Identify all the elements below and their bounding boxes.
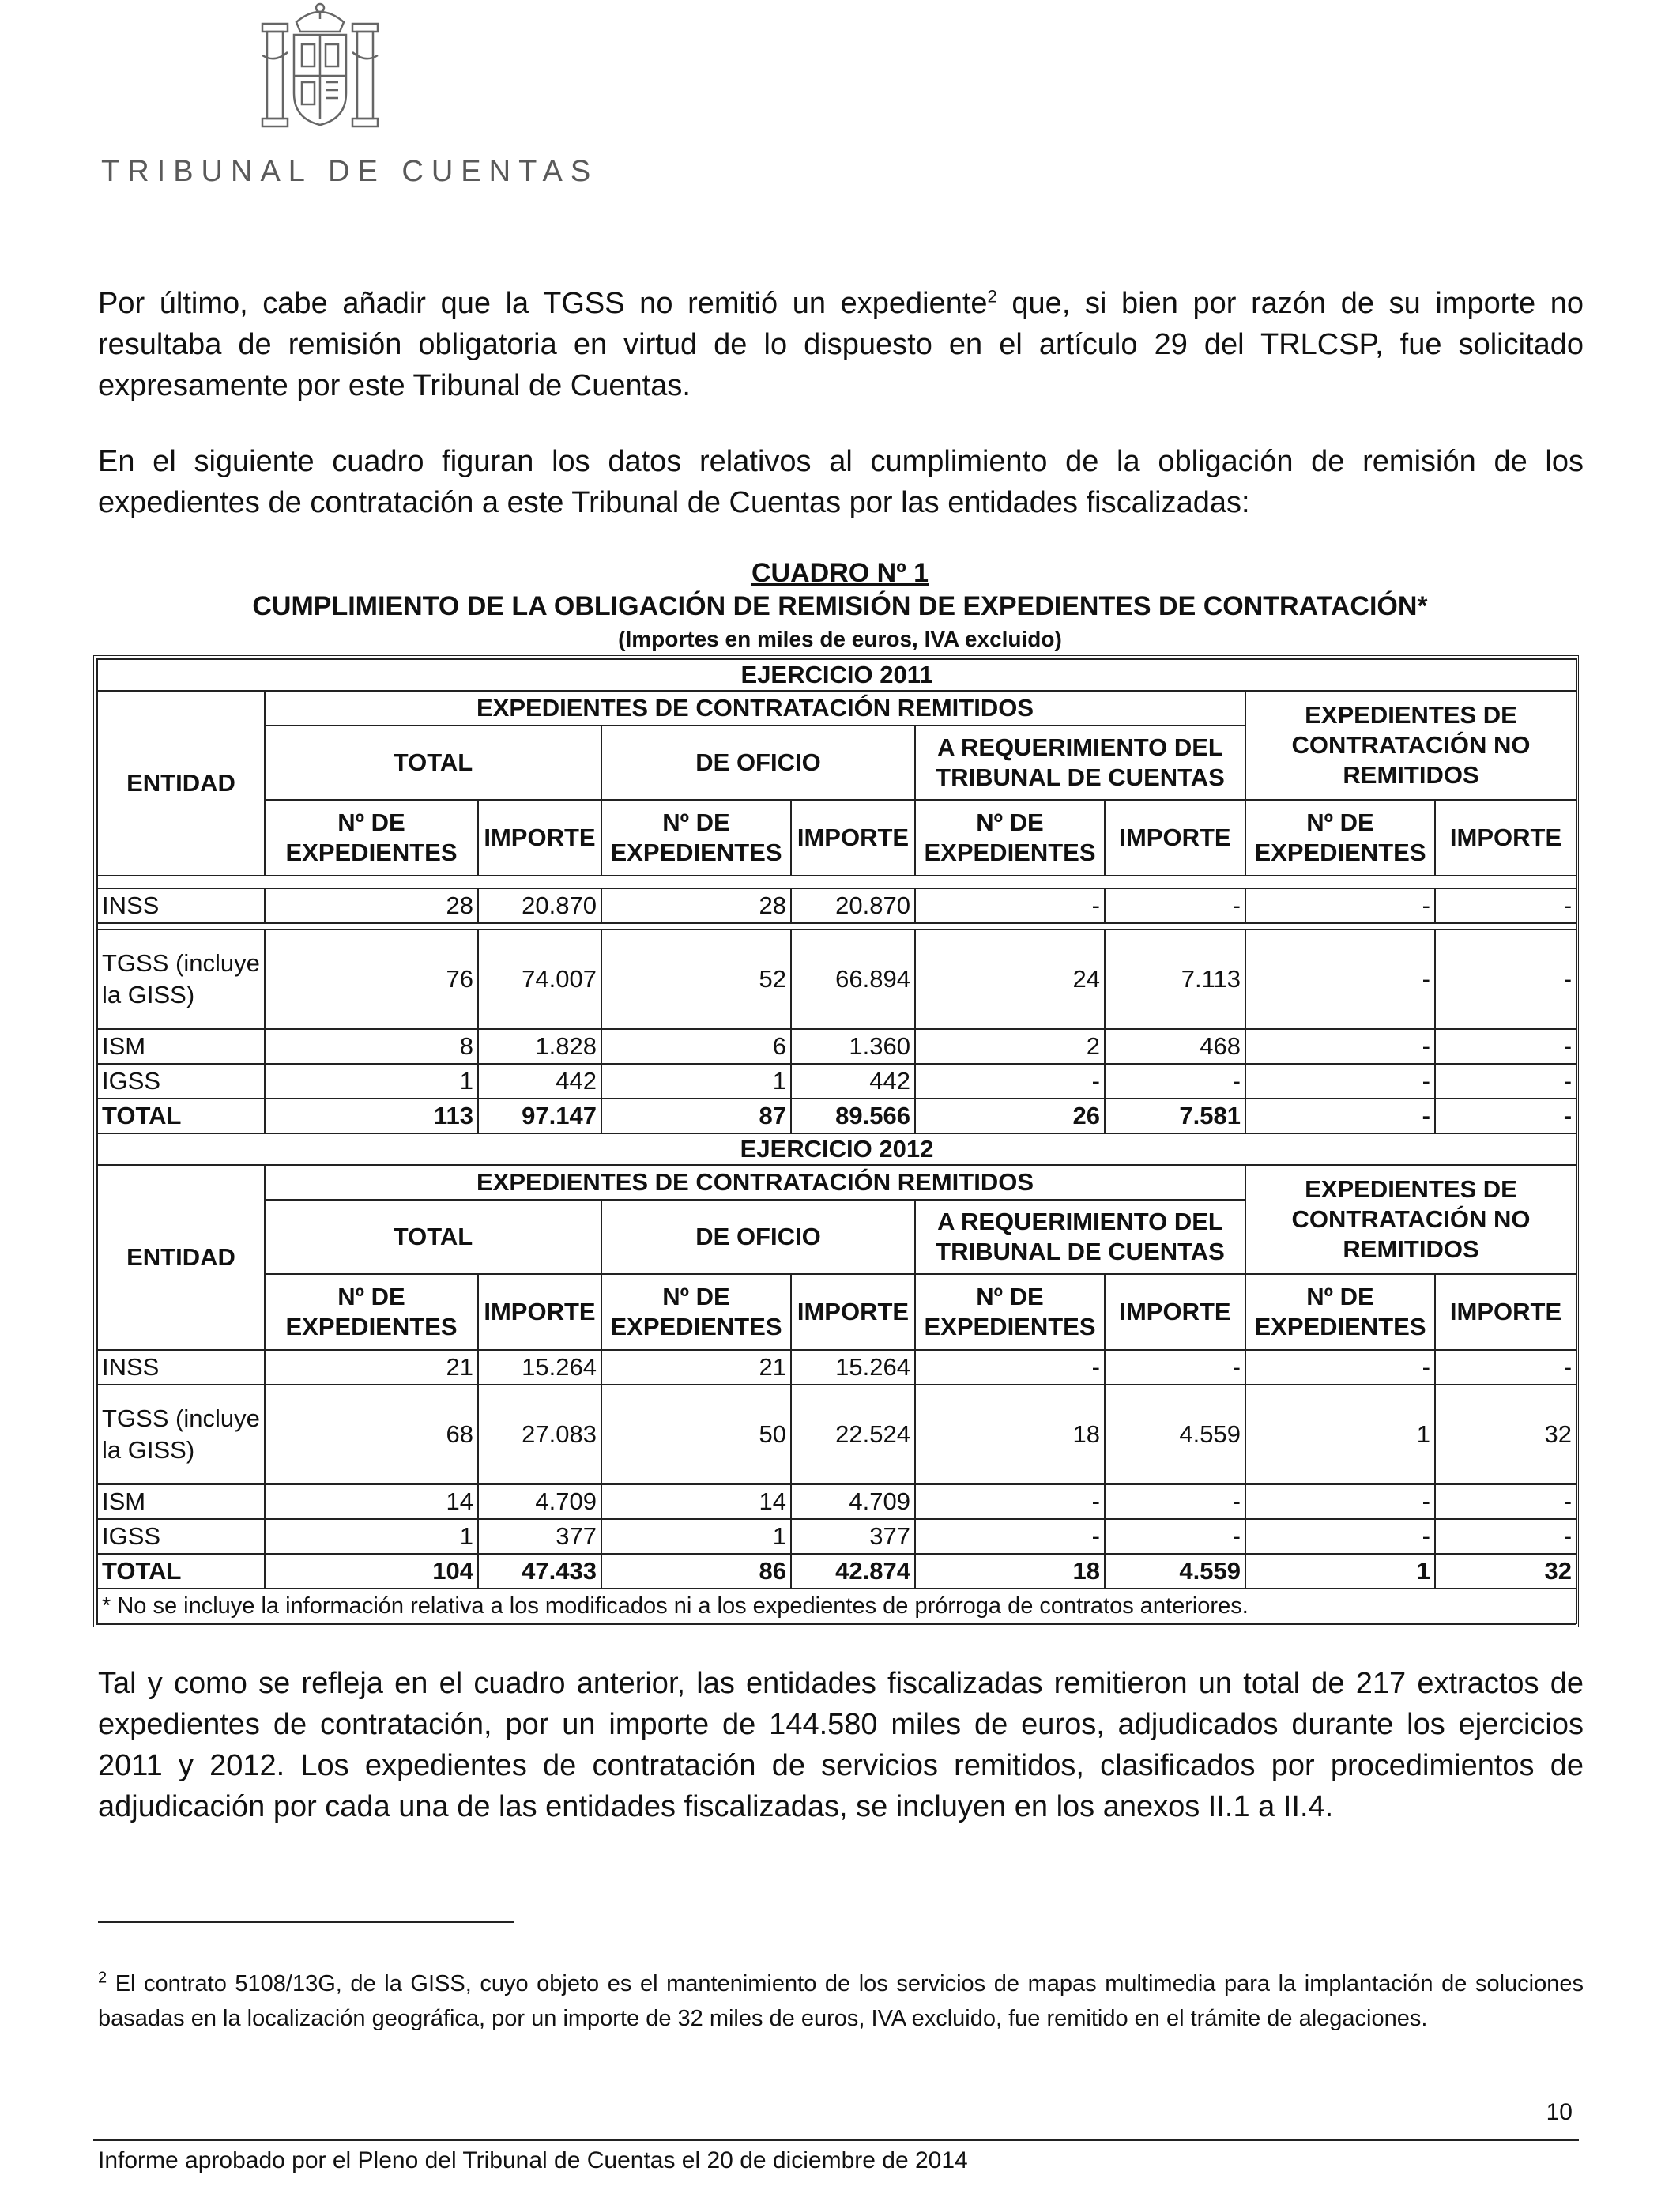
ex-officio-header: DE OFICIO: [601, 726, 915, 800]
table-row: [97, 1385, 1576, 1484]
total-row: [97, 1099, 1576, 1133]
value-cell: -: [1435, 1029, 1576, 1064]
value-cell: 18: [915, 1385, 1105, 1484]
footnote-marker: 2: [98, 1969, 107, 1987]
value-cell: 1: [601, 1064, 791, 1099]
value-cell: -: [915, 1350, 1105, 1385]
total-cell: 18: [915, 1554, 1105, 1589]
count-header: Nº DE EXPEDIENTES: [265, 1274, 478, 1350]
value-cell: 2: [915, 1029, 1105, 1064]
value-cell: 8: [265, 1029, 478, 1064]
value-cell: 20.870: [478, 888, 601, 923]
total-cell: 113: [265, 1099, 478, 1133]
value-cell: 377: [791, 1519, 915, 1554]
value-cell: -: [1435, 1350, 1576, 1385]
value-cell: 52: [601, 929, 791, 1029]
amount-header: IMPORTE: [1435, 800, 1576, 876]
value-cell: 22.524: [791, 1385, 915, 1484]
total-cell: 86: [601, 1554, 791, 1589]
count-header: Nº DE EXPEDIENTES: [601, 1274, 791, 1350]
total-cell: -: [1435, 1099, 1576, 1133]
entity-cell: INSS: [97, 888, 265, 923]
total-row: [97, 1554, 1576, 1589]
count-header: Nº DE EXPEDIENTES: [1245, 800, 1435, 876]
total-cell: 104: [265, 1554, 478, 1589]
page-number: 10: [1546, 2099, 1573, 2125]
organization-name: TRIBUNAL DE CUENTAS: [101, 155, 599, 188]
value-cell: -: [1245, 929, 1435, 1029]
value-cell: -: [1105, 1064, 1245, 1099]
value-cell: -: [1435, 1064, 1576, 1099]
value-cell: 14: [265, 1484, 478, 1519]
value-cell: 1.828: [478, 1029, 601, 1064]
value-cell: -: [1245, 1064, 1435, 1099]
value-cell: -: [1435, 1519, 1576, 1554]
value-cell: -: [1245, 1484, 1435, 1519]
paragraph-intro: Por último, cabe añadir que la TGSS no remitió un expediente$^2$ que, si bien por razón de su importe no resultaba de remisión obligatoria en virtud de lo dispuesto en el artículo 29 del TRLCSP, fue solicitado expresamente por este Tribunal de Cuentas.: [98, 286, 1584, 402]
total-cell: 97.147: [478, 1099, 601, 1133]
table-note: * No se incluye la información relativa a los modificados ni a los expedientes de prórroga de contratos anteriores.: [97, 1589, 1576, 1623]
value-cell: 76: [265, 929, 478, 1029]
entity-cell: IGSS: [97, 1519, 265, 1554]
amount-header: IMPORTE: [478, 800, 601, 876]
value-cell: -: [1105, 1519, 1245, 1554]
compliance-table: [93, 655, 1579, 1627]
total-cell: 32: [1435, 1554, 1576, 1589]
total-label: TOTAL: [97, 1099, 265, 1133]
on-request-header: A REQUERIMIENTO DEL TRIBUNAL DE CUENTAS: [915, 1200, 1245, 1274]
total-cell: 42.874: [791, 1554, 915, 1589]
total-header: TOTAL: [265, 1200, 601, 1274]
value-cell: 15.264: [478, 1350, 601, 1385]
total-cell: -: [1245, 1099, 1435, 1133]
table-units: (Importes en miles de euros, IVA excluido): [618, 627, 1062, 651]
coat-of-arms-icon: [253, 0, 387, 138]
year-header-row: [97, 659, 1576, 691]
remitted-header: EXPEDIENTES DE CONTRATACIÓN REMITIDOS: [265, 1165, 1245, 1200]
value-cell: 442: [478, 1064, 601, 1099]
footer-text: Informe aprobado por el Pleno del Tribunal de Cuentas el 20 de diciembre de 2014: [98, 2147, 968, 2173]
value-cell: 21: [265, 1350, 478, 1385]
footnote-ref[interactable]: 2: [987, 286, 997, 307]
on-request-header: A REQUERIMIENTO DEL TRIBUNAL DE CUENTAS: [915, 726, 1245, 800]
total-cell: 1: [1245, 1554, 1435, 1589]
entity-cell: TGSS (incluye la GISS): [97, 1385, 265, 1484]
table-row: [97, 929, 1576, 1029]
value-cell: 377: [478, 1519, 601, 1554]
value-cell: 68: [265, 1385, 478, 1484]
value-cell: 21: [601, 1350, 791, 1385]
total-cell: 47.433: [478, 1554, 601, 1589]
remitted-header: EXPEDIENTES DE CONTRATACIÓN REMITIDOS: [265, 691, 1245, 726]
value-cell: -: [915, 1064, 1105, 1099]
count-header: Nº DE EXPEDIENTES: [915, 1274, 1105, 1350]
value-cell: 50: [601, 1385, 791, 1484]
entity-header: ENTIDAD: [97, 1165, 265, 1350]
not-remitted-header: EXPEDIENTES DE CONTRATACIÓN NO REMITIDOS: [1245, 1165, 1576, 1274]
amount-header: IMPORTE: [1435, 1274, 1576, 1350]
not-remitted-header: EXPEDIENTES DE CONTRATACIÓN NO REMITIDOS: [1245, 691, 1576, 800]
value-cell: -: [915, 1519, 1105, 1554]
total-header: TOTAL: [265, 726, 601, 800]
value-cell: 32: [1435, 1385, 1576, 1484]
paragraph-summary: Tal y como se refleja en el cuadro anterior, las entidades fiscalizadas remitieron un total de 217 extractos de expedientes de contratación, por un importe de 144.580 miles de euros, adjudicados durante los ejercicios 2011 y 2012. Los expedientes de contratación de servicios remitidos, clasificados por procedimientos de adjudicación por cada una de las entidades fiscalizadas, se incluyen en los anexos II.1 a II.4.: [98, 1667, 1584, 1823]
value-cell: 1: [265, 1519, 478, 1554]
value-cell: 1: [601, 1519, 791, 1554]
value-cell: -: [1435, 929, 1576, 1029]
year-label: EJERCICIO 2011: [97, 659, 1576, 691]
entity-header: ENTIDAD: [97, 691, 265, 876]
value-cell: 4.709: [478, 1484, 601, 1519]
total-label: TOTAL: [97, 1554, 265, 1589]
table-note-row: [97, 1589, 1576, 1623]
footnote: $^2$ El contrato 5108/13G, de la GISS, cuyo objeto es el mantenimiento de los servicios de mapas multimedia para la implantación de soluciones basadas en la localización geográfica, por un importe de 32 miles de euros, IVA excluido, fue remitido en el trámite de alegaciones.: [98, 1969, 1584, 2031]
value-cell: -: [1245, 1029, 1435, 1064]
value-cell: 442: [791, 1064, 915, 1099]
total-cell: 89.566: [791, 1099, 915, 1133]
total-cell: 87: [601, 1099, 791, 1133]
value-cell: -: [915, 1484, 1105, 1519]
value-cell: -: [915, 888, 1105, 923]
footnote-divider: [98, 1921, 514, 1923]
table-row: [97, 1484, 1576, 1519]
value-cell: 28: [601, 888, 791, 923]
value-cell: 1: [1245, 1385, 1435, 1484]
value-cell: 27.083: [478, 1385, 601, 1484]
value-cell: 6: [601, 1029, 791, 1064]
table-row: [97, 888, 1576, 923]
value-cell: 15.264: [791, 1350, 915, 1385]
value-cell: 14: [601, 1484, 791, 1519]
entity-cell: INSS: [97, 1350, 265, 1385]
entity-cell: TGSS (incluye la GISS): [97, 929, 265, 1029]
value-cell: -: [1435, 1484, 1576, 1519]
value-cell: 1: [265, 1064, 478, 1099]
value-cell: -: [1105, 888, 1245, 923]
table-row: [97, 1029, 1576, 1064]
entity-cell: ISM: [97, 1029, 265, 1064]
amount-header: IMPORTE: [791, 1274, 915, 1350]
value-cell: 28: [265, 888, 478, 923]
count-header: Nº DE EXPEDIENTES: [1245, 1274, 1435, 1350]
value-cell: -: [1245, 888, 1435, 923]
value-cell: 20.870: [791, 888, 915, 923]
entity-cell: ISM: [97, 1484, 265, 1519]
count-header: Nº DE EXPEDIENTES: [265, 800, 478, 876]
table-row: [97, 1350, 1576, 1385]
entity-cell: IGSS: [97, 1064, 265, 1099]
amount-header: IMPORTE: [791, 800, 915, 876]
value-cell: 4.709: [791, 1484, 915, 1519]
total-cell: 26: [915, 1099, 1105, 1133]
value-cell: 7.113: [1105, 929, 1245, 1029]
value-cell: 468: [1105, 1029, 1245, 1064]
table-row: [97, 1519, 1576, 1554]
count-header: Nº DE EXPEDIENTES: [915, 800, 1105, 876]
value-cell: 74.007: [478, 929, 601, 1029]
table-title: CUMPLIMIENTO DE LA OBLIGACIÓN DE REMISIÓN DE EXPEDIENTES DE CONTRATACIÓN*: [252, 591, 1428, 621]
year-label: EJERCICIO 2012: [97, 1133, 1576, 1165]
amount-header: IMPORTE: [478, 1274, 601, 1350]
value-cell: -: [1105, 1350, 1245, 1385]
value-cell: -: [1245, 1350, 1435, 1385]
value-cell: 24: [915, 929, 1105, 1029]
count-header: Nº DE EXPEDIENTES: [601, 800, 791, 876]
total-cell: 7.581: [1105, 1099, 1245, 1133]
value-cell: -: [1435, 888, 1576, 923]
value-cell: 1.360: [791, 1029, 915, 1064]
table-row: [97, 1064, 1576, 1099]
ex-officio-header: DE OFICIO: [601, 1200, 915, 1274]
paragraph-table-intro: En el siguiente cuadro figuran los datos relativos al cumplimiento de la obligación de remisión de los expedientes de contratación a este Tribunal de Cuentas por las entidades fiscalizadas:: [98, 445, 1584, 519]
total-cell: 4.559: [1105, 1554, 1245, 1589]
amount-header: IMPORTE: [1105, 1274, 1245, 1350]
footer-divider: [93, 2139, 1579, 2141]
year-header-row: [97, 1133, 1576, 1165]
value-cell: -: [1105, 1484, 1245, 1519]
amount-header: IMPORTE: [1105, 800, 1245, 876]
value-cell: 4.559: [1105, 1385, 1245, 1484]
table-number: CUADRO Nº 1: [751, 558, 929, 588]
value-cell: -: [1245, 1519, 1435, 1554]
value-cell: 66.894: [791, 929, 915, 1029]
